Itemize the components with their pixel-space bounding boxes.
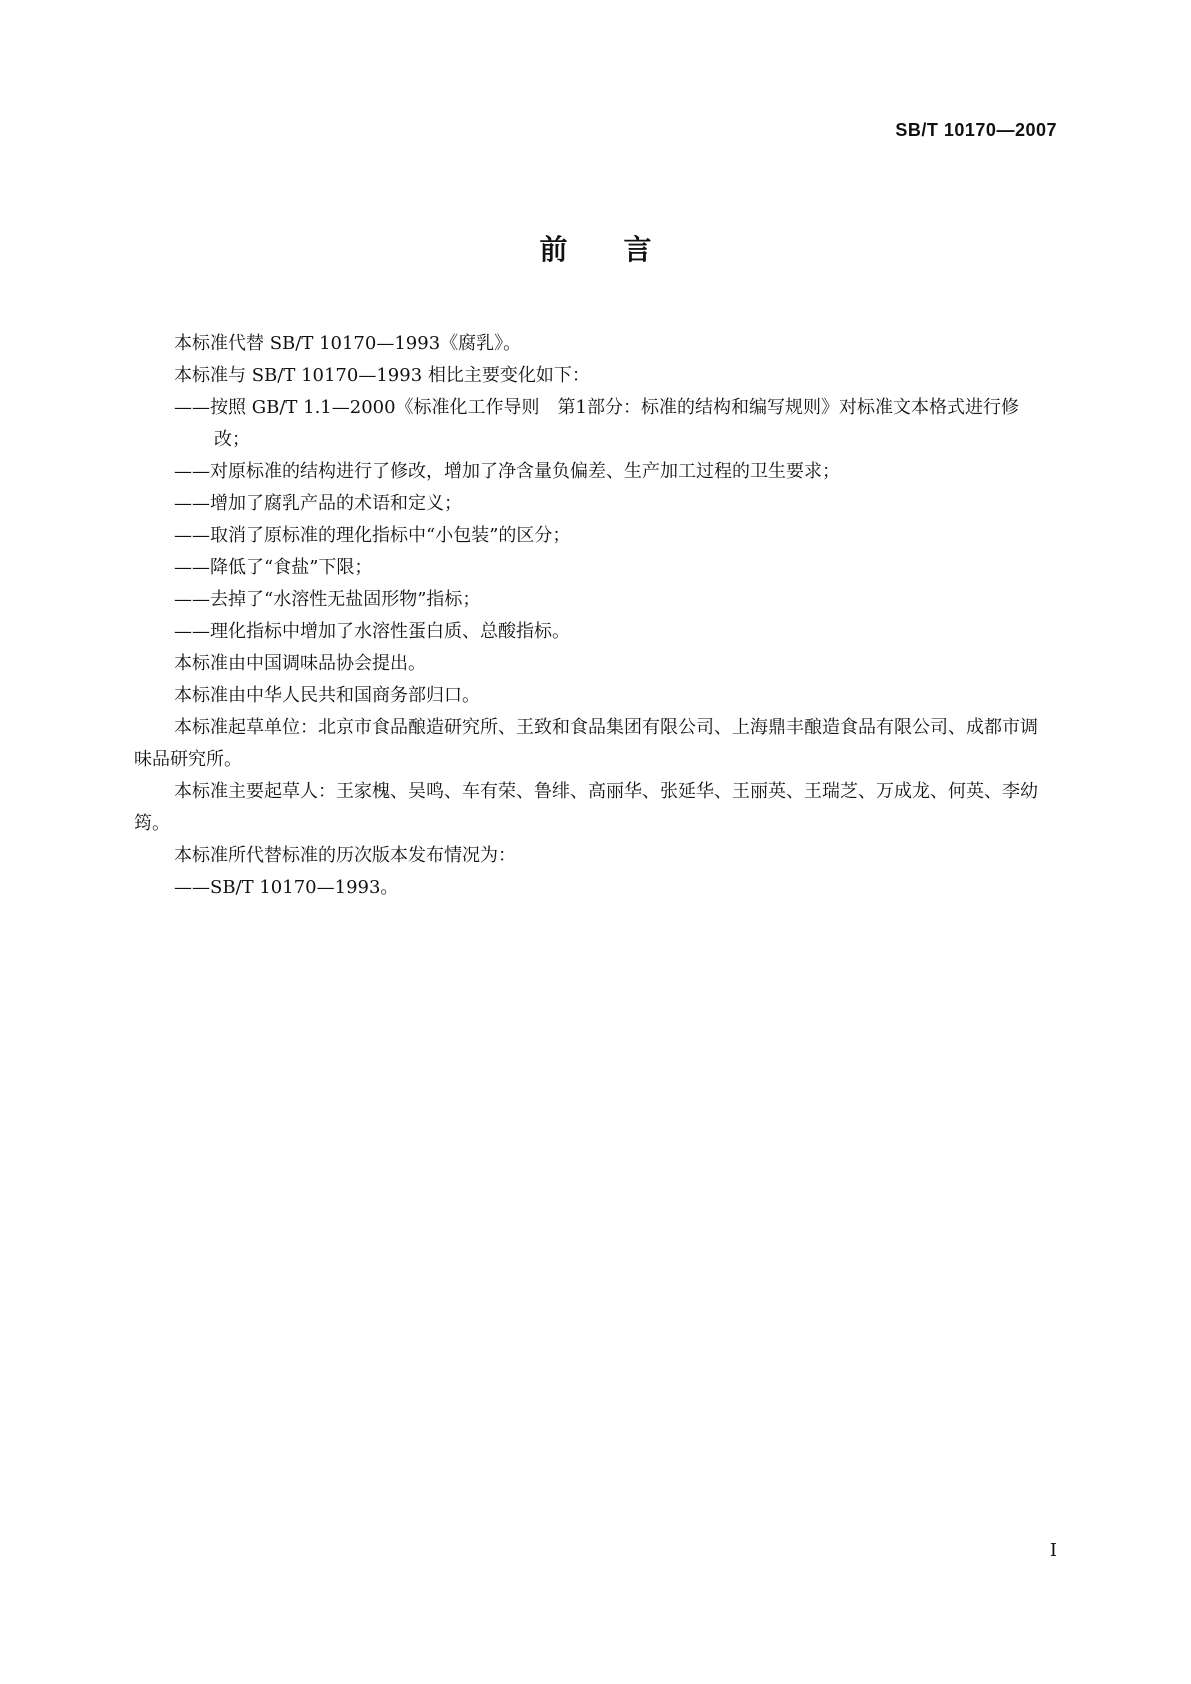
page-number: I — [1049, 1540, 1057, 1561]
paragraph: 本标准与 SB/T 10170—1993 相比主要变化如下： — [174, 365, 590, 386]
paragraph: 本标准由中国调味品协会提出。 — [174, 653, 426, 674]
change-item: ——取消了原标准的理化指标中“小包装”的区分； — [174, 525, 571, 546]
change-item: ——对原标准的结构进行了修改，增加了净含量负偏差、生产加工过程的卫生要求； — [174, 461, 840, 482]
paragraph: 本标准主要起草人：王家槐、吴鸣、车有荣、鲁绯、高丽华、张延华、王丽英、王瑞芝、万成龙、何英、李幼筠。 — [134, 781, 1038, 834]
change-item: ——理化指标中增加了水溶性蛋白质、总酸指标。 — [174, 621, 570, 642]
change-item: ——按照 GB/T 1.1—2000《标准化工作导则 第1部分：标准的结构和编写规则》对标准文本格式进行修改； — [174, 397, 1020, 450]
paragraph: 本标准由中华人民共和国商务部归口。 — [174, 685, 480, 706]
change-item: ——去掉了“水溶性无盐固形物”指标； — [174, 589, 481, 610]
standard-code: SB/T 10170—2007 — [895, 120, 1057, 140]
paragraph: 本标准所代替标准的历次版本发布情况为： — [174, 845, 516, 866]
foreword-body — [134, 328, 1054, 904]
paragraph: 本标准起草单位：北京市食品酿造研究所、王致和食品集团有限公司、上海鼎丰酿造食品有限公司、成都市调味品研究所。 — [134, 717, 1038, 770]
change-item: ——降低了“食盐”下限； — [174, 557, 373, 578]
change-item: ——增加了腐乳产品的术语和定义； — [174, 493, 462, 514]
page-title: 前言 — [539, 233, 708, 266]
paragraph: 本标准代替 SB/T 10170—1993《腐乳》。 — [174, 333, 522, 354]
history-item: ——SB/T 10170—1993。 — [174, 877, 399, 898]
